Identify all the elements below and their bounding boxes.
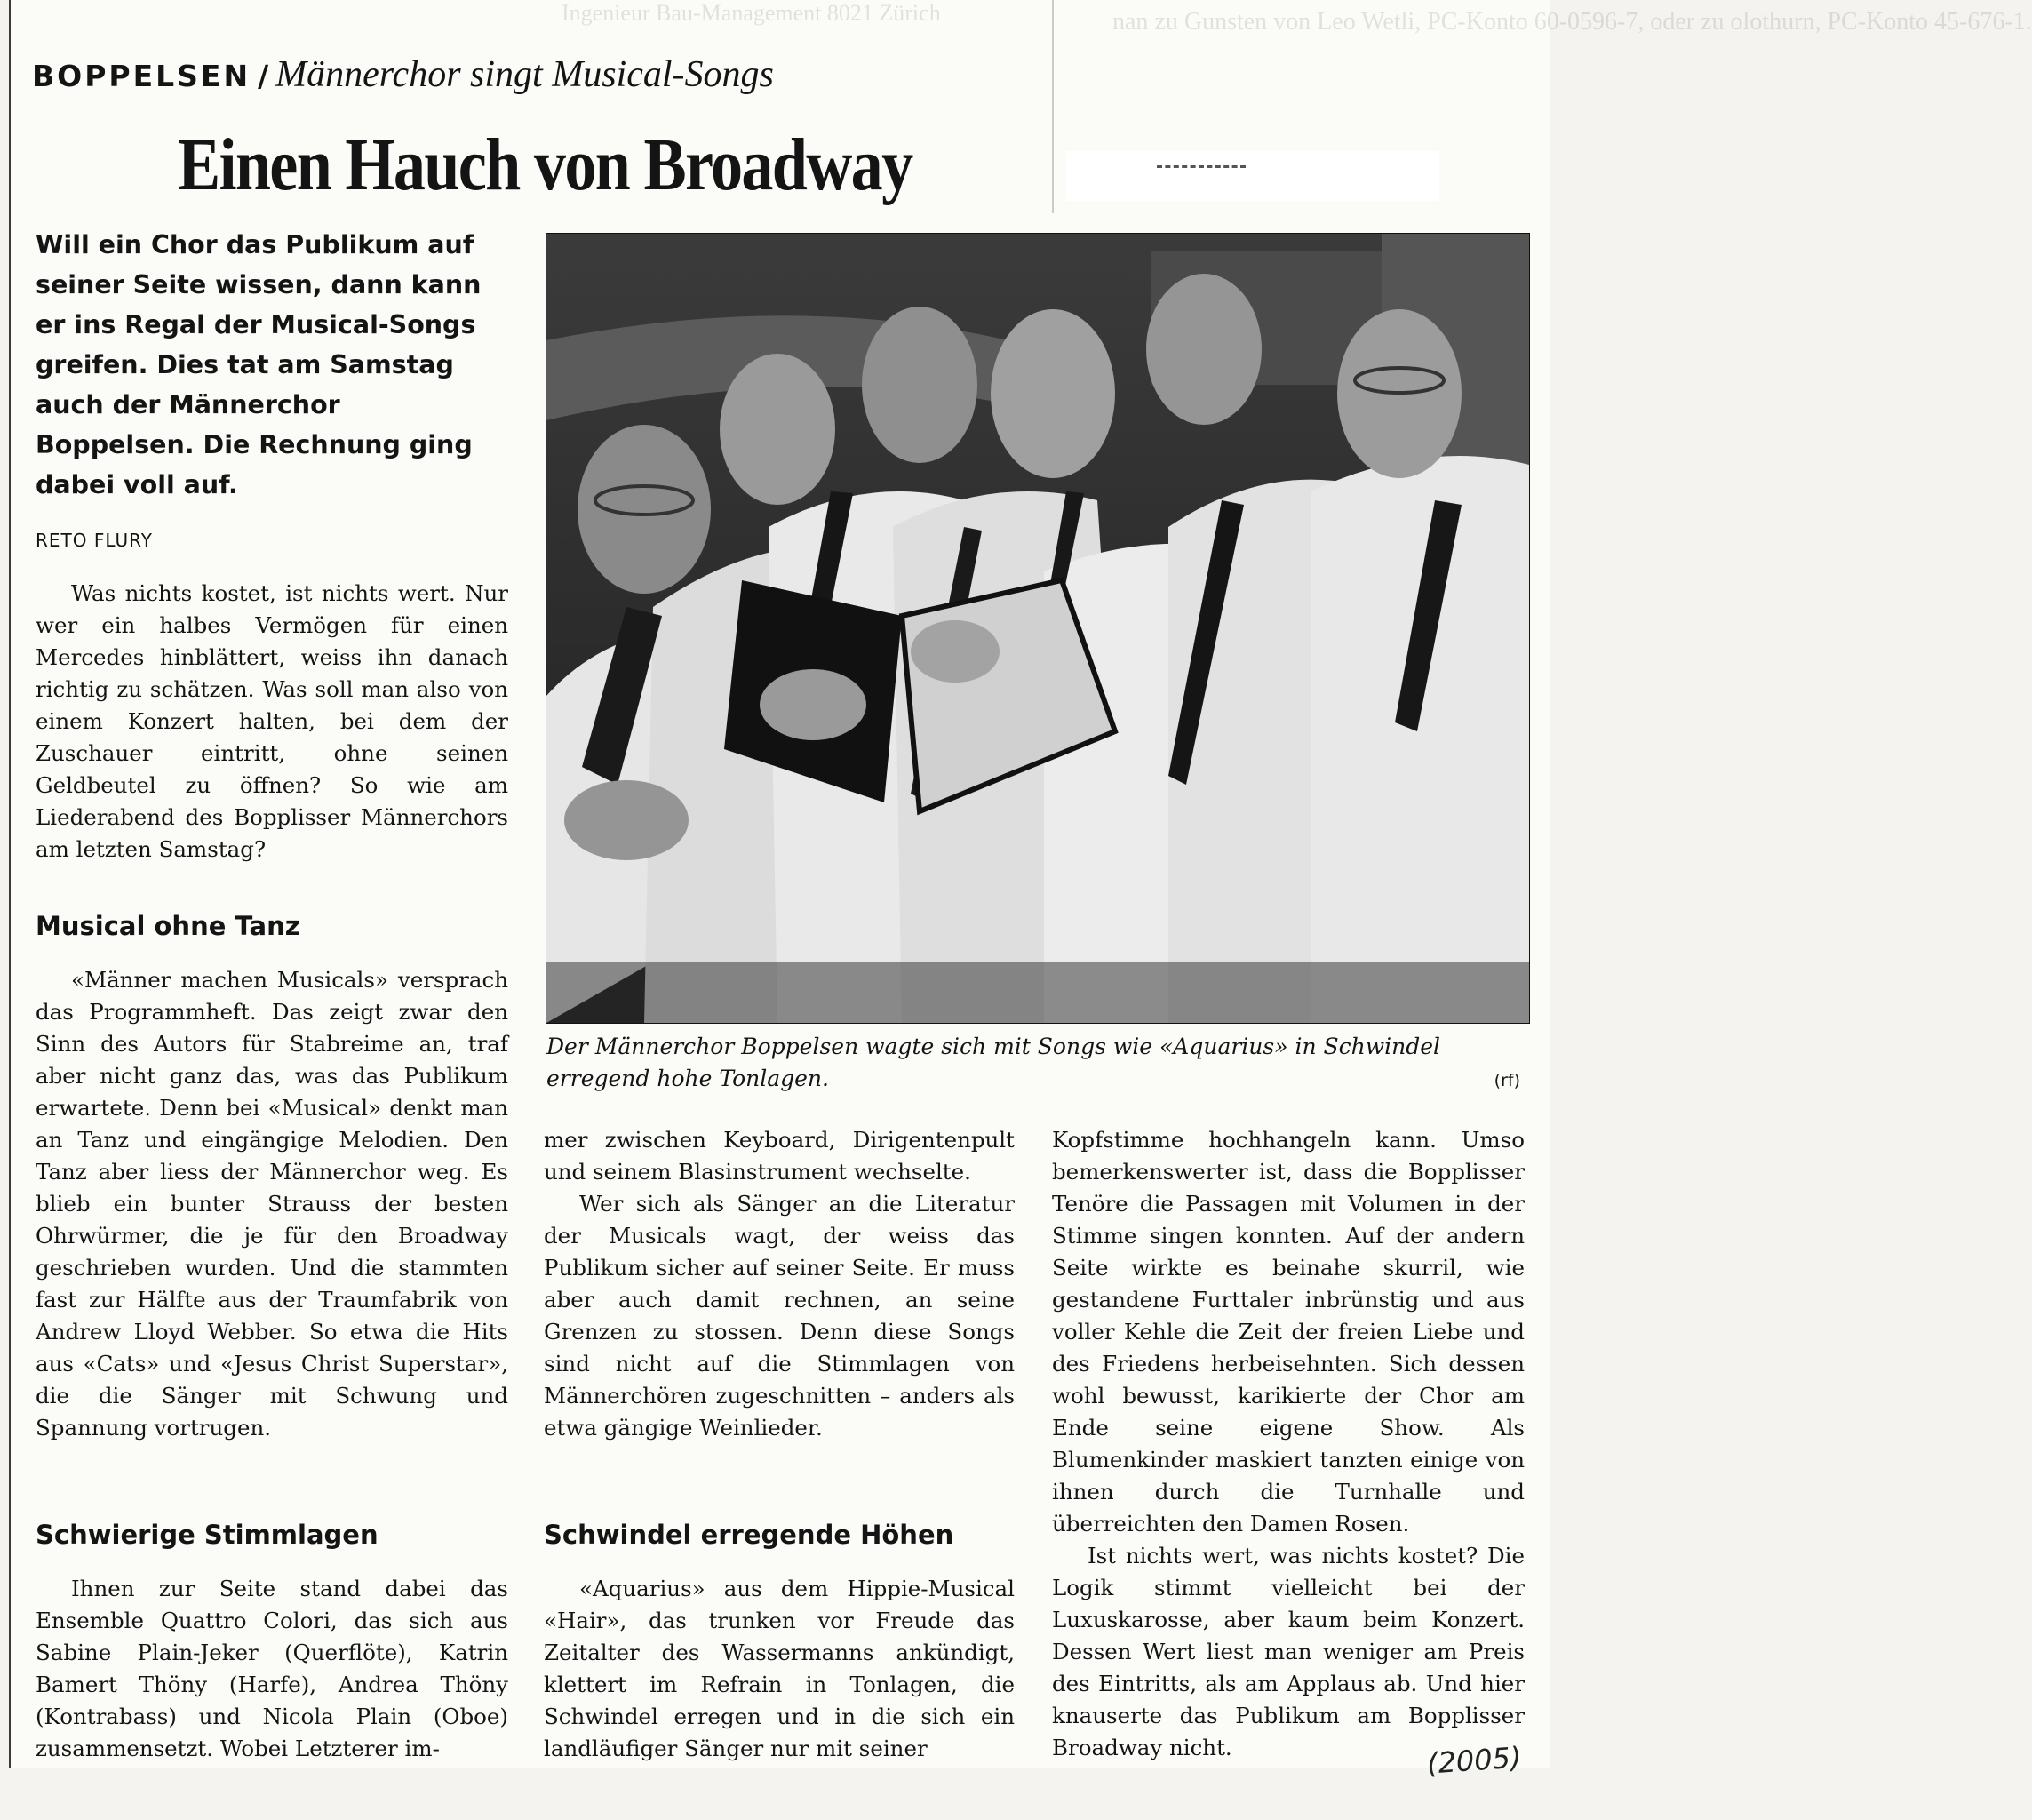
- kicker: [32, 53, 774, 98]
- headline: Einen Hauch von Broadway: [178, 124, 912, 206]
- photo-caption: Der Männerchor Boppelsen wagte sich mit Songs wie «Aquarius» in Schwindel erregend hohe Tonlagen.: [546, 1034, 1441, 1091]
- body-column-1-section-1: [36, 964, 508, 1444]
- choir-photo: [546, 233, 1530, 1024]
- bleed-through-text-middle: Ingenieur Bau-Management 8021 Zürich: [562, 0, 941, 26]
- redaction-dash: [1157, 165, 1246, 168]
- subheading-schwierige-stimmlagen: Schwierige Stimmlagen: [36, 1520, 379, 1550]
- subheading-2-wrap: [36, 1517, 379, 1553]
- lead-paragraph: Will ein Chor das Publikum auf seiner Seite wissen, dann kann er ins Regal der Musical-Songs greifen. Dies tat am Samstag auch der Männerchor Boppelsen. Die Rechnung ging dabei voll auf.: [36, 230, 482, 499]
- paragraph-4: «Aquarius» aus dem Hippie-Musical «Hair», das trunken vor Freude das Zeitalter des Wassermanns ankündigt, klettert im Refrain in Tonlagen, die Schwindel erregen und in die sich ein landläufiger Sänger nur mit seiner: [544, 1576, 1015, 1761]
- subheading-3-wrap: [544, 1517, 953, 1553]
- handwritten-year-note: (2005): [1425, 1740, 1523, 1781]
- paragraph-2b: mer zwischen Keyboard, Dirigentenpult und seinem Blasinstrument wechselte.: [544, 1127, 1015, 1185]
- intro-paragraph: Was nichts kostet, ist nichts wert. Nur wer ein halbes Vermögen für einen Mercedes hinblättert, weiss ihn danach richtig zu schätzen. Was soll man also von einem Konzert halten, bei dem der Zuschauer eintritt, ohne seinen Geldbeutel zu öffnen? So wie am Liederabend des Bopplisser Männerchors am letzten Samstag?: [36, 580, 508, 862]
- paragraph-3: Wer sich als Sänger an die Literatur der Musicals wagt, der weiss das Publikum sicher auf seiner Seite. Er muss aber auch damit rechnen, an seine Grenzen zu stossen. Denn diese Songs sind nicht auf die Stimmlagen von Männerchören zugeschnitten – anders als etwa gängige Weinlieder.: [544, 1191, 1015, 1441]
- kicker-place: BOPPELSEN: [32, 59, 251, 93]
- subheading-schwindel-erregende-hoehen: Schwindel erregende Höhen: [544, 1520, 954, 1550]
- column-rule: [1052, 0, 1054, 213]
- paragraph-2a: Ihnen zur Seite stand dabei das Ensemble Quattro Colori, das sich aus Sabine Plain-Jeker (Querflöte), Katrin Bamert Thöny (Harfe), Andrea Thöny (Kontrabass) und Nicola Plain (Oboe) zusammensetzt. Wobei Letzterer im-: [36, 1576, 508, 1761]
- body-column-2: [544, 1124, 1015, 1444]
- body-column-2-section-3: [544, 1573, 1015, 1765]
- body-column-3: [1052, 1124, 1525, 1764]
- body-column-1-intro: [36, 578, 508, 866]
- byline: RETO FLURY: [36, 530, 153, 551]
- kicker-separator: /: [258, 59, 269, 93]
- paragraph-1: «Männer machen Musicals» versprach das Programmheft. Das zeigt zwar den Sinn des Autors für Stabreime an, traf aber nicht ganz das, was das Publikum erwartete. Denn bei «Musical» denkt man an Tanz und eingängige Melodien. Den Tanz aber liess der Männerchor weg. Es blieb ein bunter Strauss der besten Ohrwürmer, die je für den Broadway geschrieben wurden. Und die stammten fast zur Hälfte aus der Traumfabrik von Andrew Lloyd Webber. So etwa die Hits aus «Cats» und «Jesus Christ Superstar», die die Sänger mit Schwung und Spannung vortrugen.: [36, 967, 508, 1441]
- subheading-musical-ohne-tanz: Musical ohne Tanz: [36, 911, 300, 941]
- photo-credit: (rf): [1494, 1071, 1520, 1090]
- body-column-1-section-2: [36, 1573, 508, 1765]
- choir-photo-image: [546, 234, 1529, 1023]
- paragraph-5: Kopfstimme hochhangeln kann. Umso bemerkenswerter ist, dass die Bopplisser Tenöre die Passagen mit Volumen in der Stimme singen konnten. Auf der andern Seite wirkte es beinahe skurril, wie gestandene Furttaler inbrünstig und aus voller Kehle die Zeit der freien Liebe und des Friedens herbeisehnten. Sich dessen wohl bewusst, karikierte der Chor am Ende seine eigene Show. Als Blumenkinder maskiert tanzten einige von ihnen durch die Turnhalle und überreichten den Damen Rosen.: [1052, 1127, 1525, 1537]
- paragraph-6: Ist nichts wert, was nichts kostet? Die Logik stimmt vielleicht bei der Luxuskarosse, aber kaum beim Konzert. Dessen Wert liest man weniger am Preis des Eintritts, als am Applaus ab. Und hier knauserte das Publikum am Bopplisser Broadway nicht.: [1052, 1543, 1525, 1760]
- redacted-area: [1066, 151, 1439, 201]
- subheading-1-wrap: [36, 908, 300, 944]
- bleed-through-text-right: nan zu Gunsten von Leo Wetli, PC-Konto 60-0596-7, oder zu olothurn, PC-Konto 45-676-1.: [1112, 8, 2032, 36]
- newspaper-clipping: [9, 0, 2032, 1781]
- kicker-topic: Männerchor singt Musical-Songs: [275, 54, 774, 95]
